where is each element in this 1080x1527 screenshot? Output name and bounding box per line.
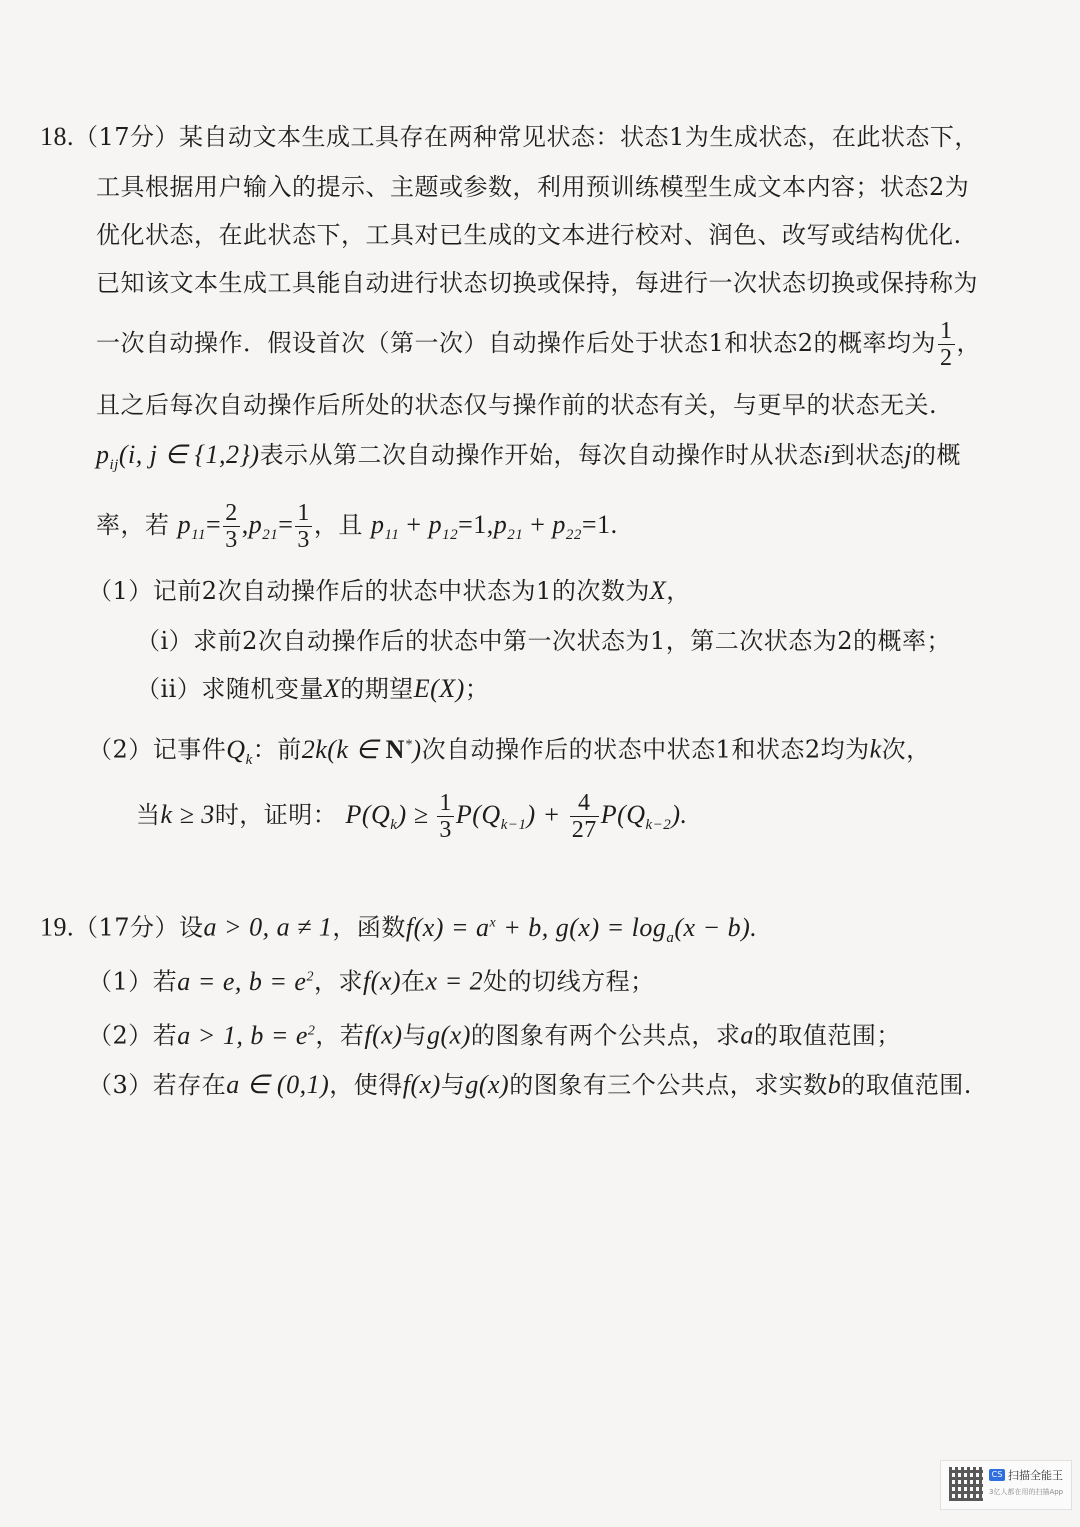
q18-line-3: 优化状态，在此状态下，工具对已生成的文本进行校对、润色、改写或结构优化. xyxy=(96,221,962,249)
q18-line-8: 率，若 $p_{11}=$ $\frac{2}{3}$ $,p_{21}=$ $\frac{1}{3}$ ，且 $p_{11} + p_{12}=1,p_{21} + p_{22}=1$. xyxy=(96,500,618,553)
camscanner-logo-icon: CS xyxy=(989,1469,1005,1481)
q18-part-1-ii: （ii）求随机变量X的期望E(X)； xyxy=(136,674,490,703)
fraction-one-third: $\frac{1}{3}$ xyxy=(297,500,310,553)
scanner-watermark xyxy=(940,1460,1072,1510)
q18-part-2: （2）记事件$Q_k$：前2k(k ∈ N*)次自动操作后的状态中状态1和状态2均为k次， xyxy=(88,734,931,768)
q18-part-2-line-2: 当k ≥ 3时，证明： $P(Q_k)$ ≥ $\frac{1}{3}$ $P(Q_{k-1})$ + $\frac{4}{27}$ $P(Q_{k-2})$. xyxy=(136,790,688,843)
q18-line-6: 且之后每次自动操作后所处的状态仅与操作前的状态有关，与更早的状态无关. xyxy=(96,391,938,419)
fraction-one-half: $\frac{1}{2}$ xyxy=(940,318,953,371)
q18-number: 18. xyxy=(40,122,74,151)
q19-part-3: （3）若存在a ∈ (0,1)，使得f(x)与g(x)的图象有三个公共点，求实数b的取值范围. xyxy=(88,1070,972,1099)
q18-line-5: 一次自动操作．假设首次（第一次）自动操作后处于状态1和状态2的概率均为 $\frac{1}{2}$ ， xyxy=(96,318,982,371)
q18-line-2: 工具根据用户输入的提示、主题或参数，利用预训练模型生成文本内容；状态2为 xyxy=(96,173,970,201)
q18-part-1-i: （i）求前2次自动操作后的状态中第一次状态为1，第二次状态为2的概率； xyxy=(136,627,951,655)
fraction-two-thirds: $\frac{2}{3}$ xyxy=(225,500,238,553)
watermark-subtitle: 3亿人都在用的扫描App xyxy=(989,1488,1064,1496)
q18-line-1: 18.（17分）某自动文本生成工具存在两种常见状态：状态1为生成状态，在此状态下， xyxy=(40,122,979,151)
q18-line-4: 已知该文本生成工具能自动进行状态切换或保持，每进行一次状态切换或保持称为 xyxy=(96,269,978,297)
q19-part-2: （2）若a > 1, $b = e^2$，若f(x)与g(x)的图象有两个公共点，求a的取值范围； xyxy=(88,1020,901,1050)
fraction-four-27ths: $\frac{4}{27}$ xyxy=(571,790,597,843)
q19-number: 19. xyxy=(40,912,74,942)
q18-score: （17分） xyxy=(74,123,180,151)
watermark-title: 扫描全能王 xyxy=(1008,1469,1063,1482)
q18-part-1: （1）记前2次自动操作后的状态中状态为1的次数为X， xyxy=(88,576,691,605)
q18-line-7: $p_{ij}(i$, j ∈ {1,2})表示从第二次自动操作开始，每次自动操作时从状态i到状态j的概 xyxy=(96,440,962,474)
fraction-one-third-b: $\frac{1}{3}$ xyxy=(439,790,452,843)
qr-code-icon xyxy=(949,1467,983,1501)
q19-score: （17分） xyxy=(74,913,180,942)
q19-part-1: （1）若a = e, $b = e^2$，求f(x)在x = 2处的切线方程； xyxy=(88,966,655,996)
q19-line-1: 19.（17分）设a > 0, a ≠ 1，函数$f(x) = a^x + b$, $g(x) = \log_a(x - b)$. xyxy=(40,912,758,946)
